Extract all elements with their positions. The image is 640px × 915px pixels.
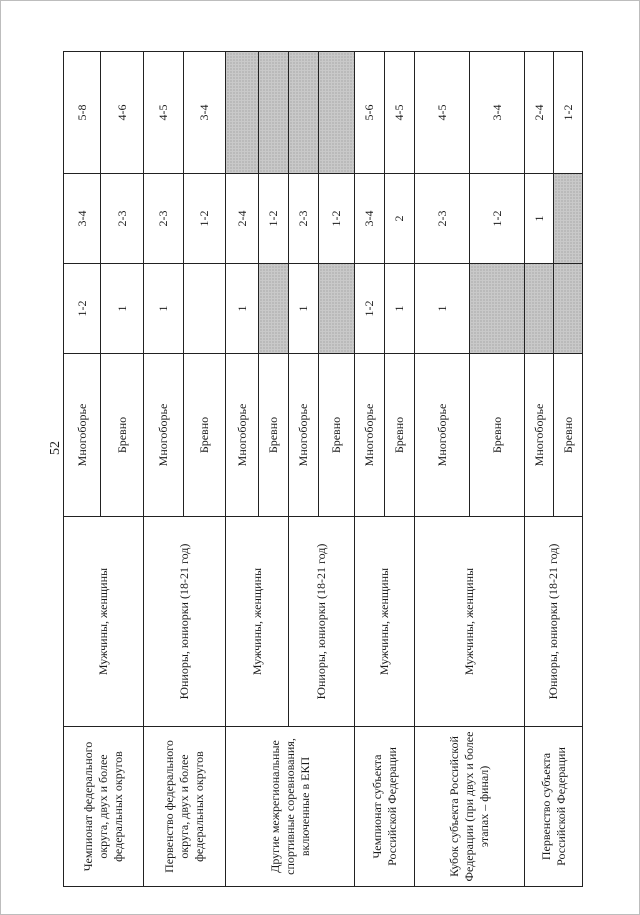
- place-cell: 1-2: [64, 264, 101, 354]
- program-cell: Многоборье: [144, 354, 184, 517]
- place-cell: 1: [226, 264, 259, 354]
- place-cell: [259, 52, 289, 174]
- place-cell: 4-5: [415, 52, 470, 174]
- event-cell: Чемпионат субъекта Российской Федерации: [355, 727, 415, 887]
- place-cell: 1-2: [319, 174, 355, 264]
- program-cell: Многоборье: [525, 354, 554, 517]
- place-cell: [525, 264, 554, 354]
- event-cell: Первенство федерального округа, двух и более федеральных округов: [144, 727, 226, 887]
- group-cell: Юниоры, юниорки (18-21 год): [289, 517, 355, 727]
- group-cell: Мужчины, женщины: [415, 517, 525, 727]
- place-cell: [470, 264, 525, 354]
- place-cell: 4-5: [385, 52, 415, 174]
- place-cell: 1-2: [184, 174, 226, 264]
- event-cell: Другие межрегиональные спортивные соревнования, включенные в ЕКП: [226, 727, 355, 887]
- program-cell: Многоборье: [355, 354, 385, 517]
- program-cell: Бревно: [470, 354, 525, 517]
- place-cell: 4-6: [101, 52, 144, 174]
- place-cell: [184, 264, 226, 354]
- table-row: [415, 52, 470, 887]
- place-cell: 1-2: [554, 52, 583, 174]
- place-cell: 2: [385, 174, 415, 264]
- place-cell: 3-4: [355, 174, 385, 264]
- program-cell: Многоборье: [226, 354, 259, 517]
- page-number: 52: [48, 441, 63, 455]
- event-cell: Чемпионат федерального округа, двух и более федеральных округов: [64, 727, 144, 887]
- place-cell: 1: [144, 264, 184, 354]
- place-cell: 3-4: [64, 174, 101, 264]
- place-cell: 5-6: [355, 52, 385, 174]
- program-cell: Бревно: [319, 354, 355, 517]
- place-cell: 3-4: [470, 52, 525, 174]
- program-cell: Многоборье: [64, 354, 101, 517]
- place-cell: 1: [525, 174, 554, 264]
- program-cell: Многоборье: [289, 354, 319, 517]
- group-cell: Юниоры, юниорки (18-21 год): [144, 517, 226, 727]
- table-row: [64, 52, 101, 887]
- place-cell: 2-4: [525, 52, 554, 174]
- place-cell: 1: [415, 264, 470, 354]
- table-row: [525, 52, 554, 887]
- place-cell: [554, 174, 583, 264]
- place-cell: 1-2: [355, 264, 385, 354]
- place-cell: 2-3: [101, 174, 144, 264]
- place-cell: 5-8: [64, 52, 101, 174]
- qualification-table: [63, 51, 583, 887]
- group-cell: Мужчины, женщины: [226, 517, 289, 727]
- program-cell: Бревно: [385, 354, 415, 517]
- place-cell: [319, 52, 355, 174]
- program-cell: Бревно: [259, 354, 289, 517]
- place-cell: [226, 52, 259, 174]
- place-cell: 1: [289, 264, 319, 354]
- program-cell: Многоборье: [415, 354, 470, 517]
- place-cell: 2-3: [144, 174, 184, 264]
- place-cell: [259, 264, 289, 354]
- place-cell: 1-2: [259, 174, 289, 264]
- place-cell: [319, 264, 355, 354]
- place-cell: 2-4: [226, 174, 259, 264]
- place-cell: 1: [101, 264, 144, 354]
- program-cell: Бревно: [101, 354, 144, 517]
- place-cell: 1: [385, 264, 415, 354]
- group-cell: Юниоры, юниорки (18-21 год): [525, 517, 583, 727]
- group-cell: Мужчины, женщины: [355, 517, 415, 727]
- place-cell: 2-3: [415, 174, 470, 264]
- event-cell: Первенство субъекта Российской Федерации: [525, 727, 583, 887]
- program-cell: Бревно: [184, 354, 226, 517]
- table-row: [144, 52, 184, 887]
- group-cell: Мужчины, женщины: [64, 517, 144, 727]
- table-row: [355, 52, 385, 887]
- rotated-table-wrapper: [63, 52, 575, 887]
- place-cell: 3-4: [184, 52, 226, 174]
- table-row: [226, 52, 259, 887]
- place-cell: [554, 264, 583, 354]
- place-cell: 1-2: [470, 174, 525, 264]
- place-cell: [289, 52, 319, 174]
- program-cell: Бревно: [554, 354, 583, 517]
- place-cell: 4-5: [144, 52, 184, 174]
- event-cell: Кубок субъекта Российской Федерации (при двух и более этапах – финал): [415, 727, 525, 887]
- place-cell: 2-3: [289, 174, 319, 264]
